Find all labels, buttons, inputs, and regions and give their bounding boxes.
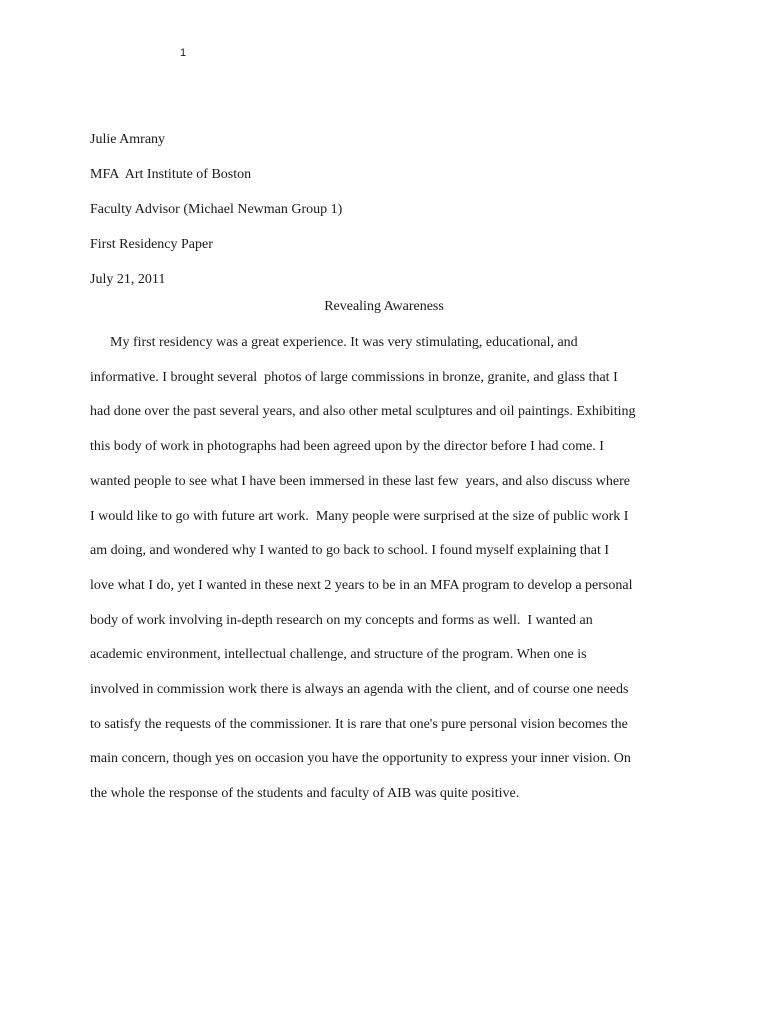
body-line: had done over the past several years, and also other metal sculptures and oil paintings. Exhibiting [90, 404, 636, 420]
document-title: Revealing Awareness [324, 299, 444, 314]
paper-date: July 21, 2011 [90, 272, 166, 287]
body-line: informative. I brought several photos of large commissions in bronze, granite, and glass that I [90, 369, 618, 385]
body-line: love what I do, yet I wanted in these next 2 years to be in an MFA program to develop a personal [90, 577, 633, 593]
body-line: I would like to go with future art work. Many people were surprised at the size of public work I [90, 508, 629, 524]
page-number: 1 [180, 47, 187, 59]
body-line: am doing, and wondered why I wanted to go back to school. I found myself explaining that I [90, 543, 610, 559]
body-line: My first residency was a great experience. It was very stimulating, educational, and [110, 335, 578, 350]
body-line: main concern, though yes on occasion you have the opportunity to express your inner vision. On [90, 751, 631, 767]
paper-type: First Residency Paper [90, 237, 213, 252]
program-name: MFA Art Institute of Boston [90, 167, 252, 182]
body-line: wanted people to see what I have been immersed in these last few years, and also discuss where [90, 473, 630, 489]
faculty-advisor: Faculty Advisor (Michael Newman Group 1) [90, 202, 343, 217]
body-line: this body of work in photographs had been agreed upon by the director before I had come. I [90, 439, 604, 455]
body-paragraph [90, 326, 690, 812]
body-line: involved in commission work there is always an agenda with the client, and of course one needs [90, 682, 629, 698]
author-name: Julie Amrany [90, 132, 166, 147]
body-line: the whole the response of the students and faculty of AIB was quite positive. [90, 786, 520, 802]
body-line: body of work involving in-depth research on my concepts and forms as well. I wanted an [90, 612, 593, 628]
body-line: to satisfy the requests of the commissioner. It is rare that one's pure personal vision becomes the [90, 716, 628, 732]
author-header-block [90, 122, 690, 297]
body-line: academic environment, intellectual challenge, and structure of the program. When one is [90, 647, 587, 663]
